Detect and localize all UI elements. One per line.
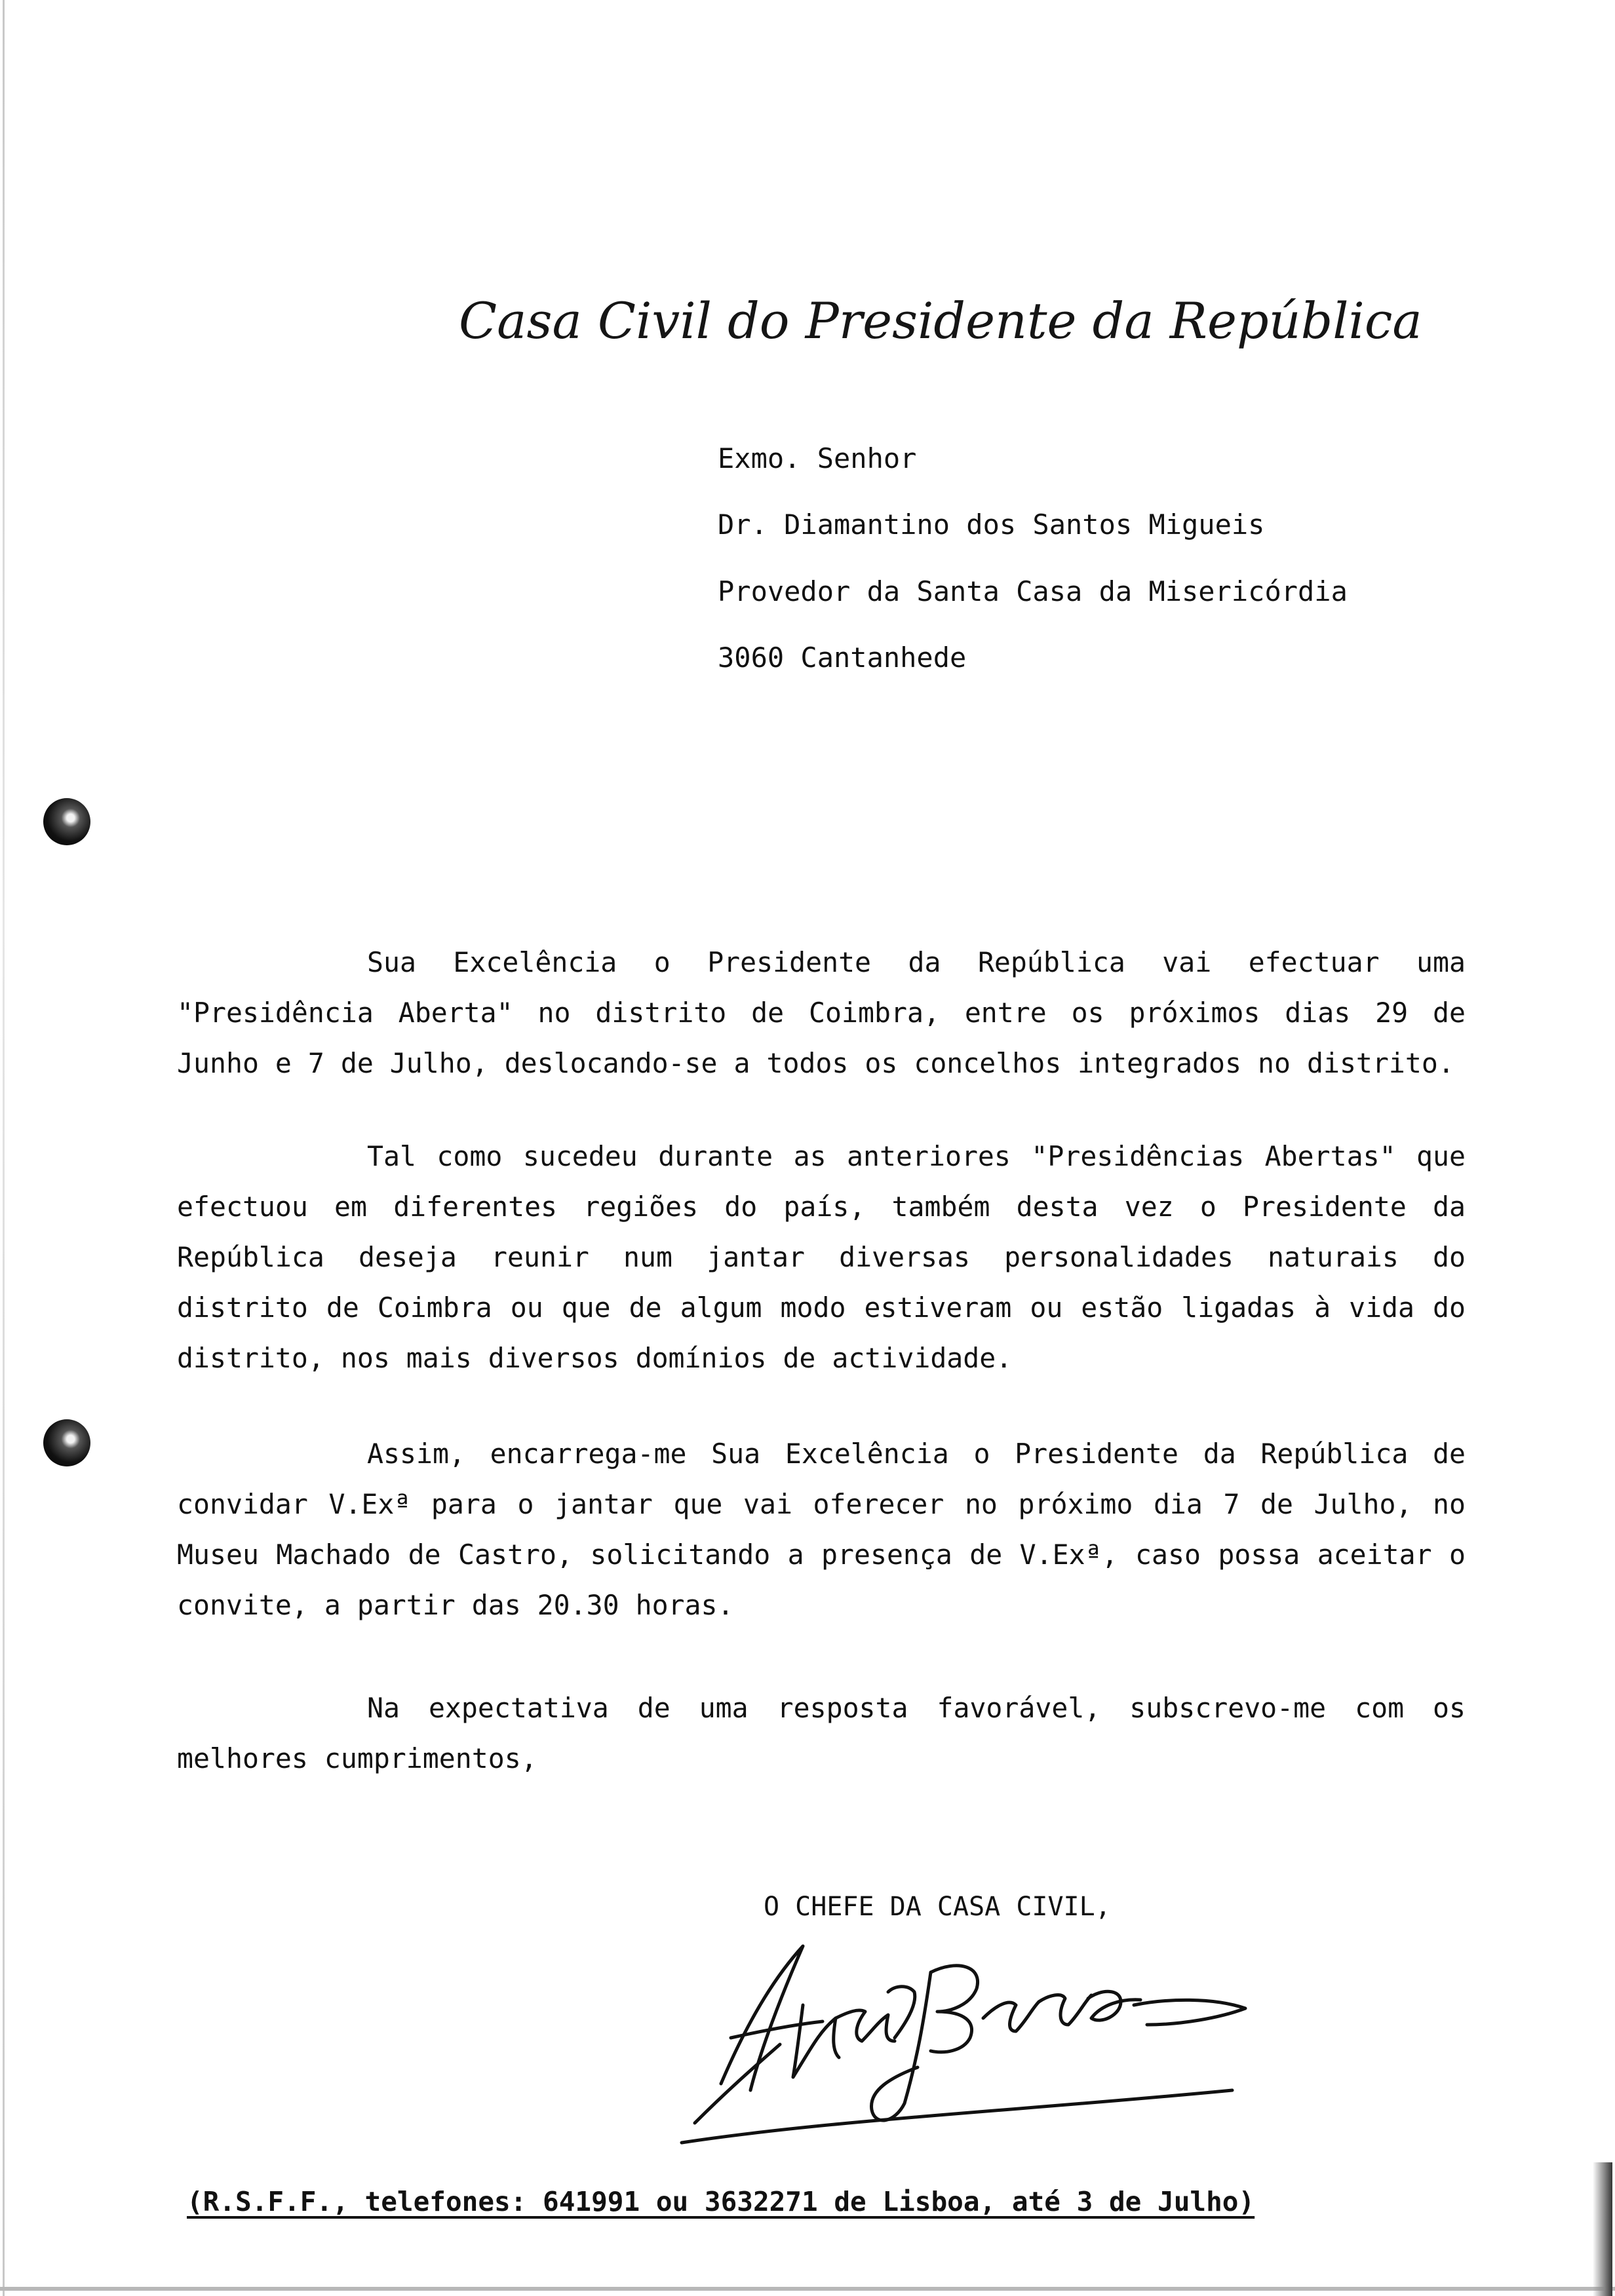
- scan-left-edge: [3, 0, 5, 2296]
- body-paragraph: Na expectativa de uma resposta favorável, subscrevo-me com os melhores cumprimentos,: [177, 1692, 1466, 1774]
- recipient-address: 3060 Cantanhede: [718, 641, 967, 674]
- handwritten-signature: [669, 1926, 1285, 2149]
- recipient-name: Dr. Diamantino dos Santos Migueis: [718, 508, 1265, 541]
- signatory-title: O CHEFE DA CASA CIVIL,: [764, 1892, 1111, 1922]
- body-paragraph: Assim, encarrega-me Sua Excelência o Presidente da República de convidar V.Exª para o jantar que vai oferecer no próximo dia 7 de Julho, no Museu Machado de Castro, solicitando a presença de V.Exª, caso possa aceitar o convite, a partir das 20.30 horas.: [177, 1438, 1466, 1621]
- footer-rsvp-note: (R.S.F.F., telefones: 641991 ou 3632271 de Lisboa, até 3 de Julho): [187, 2186, 1255, 2217]
- scan-bottom-edge: [0, 2287, 1615, 2291]
- body-paragraph: Sua Excelência o Presidente da República vai efectuar uma "Presidência Aberta" no distrito de Coimbra, entre os próximos dias 29 de Junho e 7 de Julho, deslocando-se a todos os concelhos integrados no distrito.: [177, 946, 1466, 1079]
- page-fold-shadow: [1593, 2162, 1612, 2296]
- punch-hole-icon: [43, 1419, 90, 1466]
- body-paragraph: Tal como sucedeu durante as anteriores "Presidências Abertas" que efectuou em diferentes regiões do país, também desta vez o Presidente da República deseja reunir num jantar diversas personalidades naturais do distrito de Coimbra ou que de algum modo estiveram ou estão ligadas à vida do distrito, nos mais diversos domínios de actividade.: [177, 1140, 1466, 1374]
- recipient-position: Provedor da Santa Casa da Misericórdia: [718, 575, 1348, 607]
- letterhead-title: Casa Civil do Presidente da República: [459, 292, 1422, 350]
- recipient-salutation: Exmo. Senhor: [718, 442, 917, 474]
- punch-hole-icon: [43, 798, 90, 845]
